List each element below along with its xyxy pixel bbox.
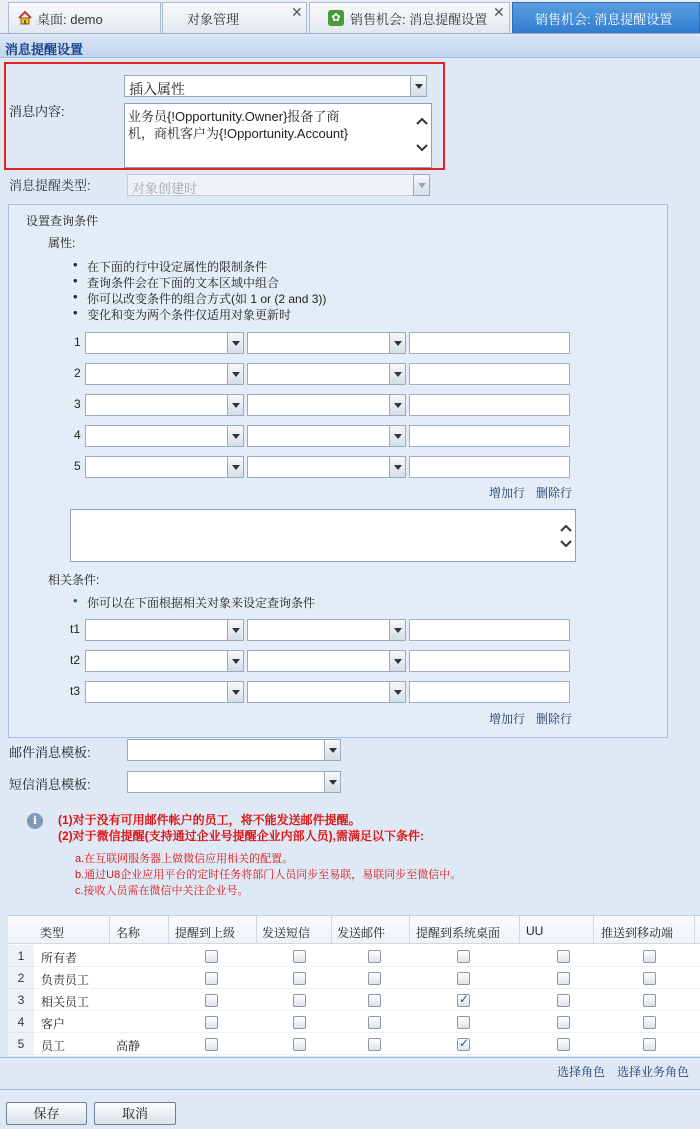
condition-row-number: 5 [74, 459, 81, 473]
tip-text: • 变化和变为两个条件仅适用对象更新时 [87, 306, 291, 323]
chevron-down-icon[interactable] [227, 456, 244, 478]
note-line: (2)对于微信提醒(支持通过企业号提醒企业内部人员),需满足以下条件: [58, 829, 424, 843]
checkbox[interactable] [457, 1016, 470, 1029]
operator-select[interactable] [247, 681, 406, 703]
chevron-down-icon[interactable] [324, 739, 341, 761]
scroll-arrows[interactable] [559, 523, 573, 552]
field-select[interactable] [85, 332, 244, 354]
operator-select[interactable] [247, 619, 406, 641]
checkbox[interactable] [368, 1038, 381, 1051]
chevron-up-down-icon [415, 116, 429, 156]
chevron-down-icon[interactable] [389, 619, 406, 641]
chevron-down-icon[interactable] [389, 650, 406, 672]
checkbox[interactable] [457, 1038, 470, 1051]
tab-object-management[interactable] [162, 2, 307, 33]
checkbox[interactable] [368, 994, 381, 1007]
select-role-link[interactable]: 选择角色 [557, 1065, 606, 1079]
message-content-label: 消息内容: [9, 104, 65, 119]
reminder-type-value: 对象创建时 [132, 181, 198, 196]
checkbox[interactable] [643, 972, 656, 985]
table-row[interactable] [34, 1011, 700, 1033]
attribute-label: 属性: [48, 236, 76, 250]
row-number: 2 [8, 967, 34, 989]
row-number: 3 [8, 989, 34, 1011]
checkbox[interactable] [293, 1038, 306, 1051]
tab-label: 销售机会: 消息提醒设置 [350, 11, 488, 27]
checkbox[interactable] [643, 1038, 656, 1051]
value-input[interactable] [409, 363, 570, 385]
save-button[interactable]: 保存 [6, 1102, 87, 1125]
note-line: c.接收人员需在微信中关注企业号。 [75, 885, 249, 897]
checkbox[interactable] [557, 1016, 570, 1029]
checkbox[interactable] [205, 1038, 218, 1051]
related-row-number: t3 [70, 684, 81, 698]
checkbox[interactable] [557, 972, 570, 985]
tab-label: 销售机会: 消息提醒设置 [535, 11, 673, 27]
value-input[interactable] [409, 456, 570, 478]
page-title: 消息提醒设置 [0, 36, 700, 58]
checkbox[interactable] [368, 972, 381, 985]
value-input[interactable] [409, 619, 570, 641]
chevron-down-icon[interactable] [227, 650, 244, 672]
chevron-down-icon[interactable] [389, 332, 406, 354]
tip-text: • 在下面的行中设定属性的限制条件 [87, 258, 267, 275]
email-template-select[interactable] [127, 739, 341, 761]
checkbox[interactable] [293, 972, 306, 985]
reminder-type-label: 消息提醒类型: [9, 178, 91, 193]
home-icon [17, 10, 33, 26]
table-row[interactable] [34, 989, 700, 1011]
field-select[interactable] [85, 394, 244, 416]
checkbox[interactable] [205, 972, 218, 985]
checkbox[interactable] [457, 994, 470, 1007]
row-number: 1 [8, 945, 34, 967]
value-input[interactable] [409, 681, 570, 703]
column-header: 名称 [116, 926, 141, 940]
column-header: 类型 [40, 926, 65, 940]
chevron-down-icon[interactable] [227, 394, 244, 416]
chevron-down-icon[interactable] [227, 425, 244, 447]
insert-attribute-select[interactable] [124, 75, 427, 97]
delete-row-link[interactable]: 删除行 [536, 486, 573, 500]
column-header: UU [526, 924, 544, 938]
message-content-input[interactable] [124, 103, 432, 168]
field-select[interactable] [85, 363, 244, 385]
field-select[interactable] [85, 425, 244, 447]
insert-attribute-value: 插入属性 [129, 81, 185, 97]
checkbox[interactable] [293, 1016, 306, 1029]
chevron-down-icon[interactable] [389, 681, 406, 703]
checkbox[interactable] [457, 972, 470, 985]
related-tip: • 你可以在下面根据相关对象来设定查询条件 [87, 594, 315, 611]
type-cell: 员工 [41, 1039, 66, 1053]
sms-template-select[interactable] [127, 771, 341, 793]
recipient-table [8, 915, 700, 1056]
checkbox[interactable] [643, 1016, 656, 1029]
field-select[interactable] [85, 650, 244, 672]
message-content-line: 业务员{!Opportunity.Owner}报备了商 [128, 109, 340, 124]
value-input[interactable] [409, 394, 570, 416]
operator-select[interactable] [247, 363, 406, 385]
add-row-link[interactable]: 增加行 [489, 712, 526, 726]
related-row-number: t2 [70, 653, 81, 667]
tip-text: • 你可以改变条件的组合方式(如 1 or (2 and 3)) [87, 290, 326, 307]
chevron-down-icon[interactable] [227, 619, 244, 641]
checkbox[interactable] [557, 1038, 570, 1051]
related-row-number: t1 [70, 622, 81, 636]
type-cell: 相关员工 [41, 995, 90, 1009]
operator-select[interactable] [247, 332, 406, 354]
condition-expression-input[interactable] [70, 509, 576, 562]
checkbox[interactable] [368, 1016, 381, 1029]
operator-select[interactable] [247, 394, 406, 416]
tip-text: • 查询条件会在下面的文本区域中组合 [87, 274, 279, 291]
cancel-button[interactable]: 取消 [94, 1102, 176, 1125]
email-template-label: 邮件消息模板: [9, 745, 91, 760]
condition-row-number: 3 [74, 397, 81, 411]
select-business-role-link[interactable]: 选择业务角色 [617, 1065, 690, 1079]
tab-label: 对象管理 [187, 11, 240, 27]
sms-template-label: 短信消息模板: [9, 777, 91, 792]
chevron-down-icon[interactable] [389, 425, 406, 447]
checkbox[interactable] [205, 950, 218, 963]
row-number: 4 [8, 1011, 34, 1033]
chevron-down-icon[interactable] [389, 363, 406, 385]
field-select[interactable] [85, 619, 244, 641]
close-icon[interactable]: ✕ [493, 4, 505, 20]
checkbox[interactable] [457, 950, 470, 963]
query-legend: 设置查询条件 [26, 214, 99, 228]
tab-desktop[interactable] [8, 2, 161, 33]
checkbox[interactable] [293, 994, 306, 1007]
checkbox[interactable] [205, 994, 218, 1007]
tab-label: 桌面: demo [37, 11, 103, 27]
field-select[interactable] [85, 681, 244, 703]
table-row[interactable] [34, 967, 700, 989]
condition-row-number: 1 [74, 335, 81, 349]
column-header: 发送短信 [262, 926, 311, 940]
tab-strip [0, 0, 700, 34]
value-input[interactable] [409, 332, 570, 354]
chevron-down-icon[interactable] [389, 456, 406, 478]
chevron-down-icon[interactable] [410, 75, 427, 97]
delete-row-link[interactable]: 删除行 [536, 712, 573, 726]
value-input[interactable] [409, 425, 570, 447]
add-row-link[interactable]: 增加行 [489, 486, 526, 500]
operator-select[interactable] [247, 650, 406, 672]
chevron-down-icon[interactable] [227, 332, 244, 354]
operator-select[interactable] [247, 425, 406, 447]
note-line: a.在互联网服务器上做微信应用相关的配置。 [75, 853, 294, 865]
name-cell: 高静 [116, 1039, 141, 1053]
column-header: 推送到移动端 [601, 926, 674, 940]
value-input[interactable] [409, 650, 570, 672]
type-cell: 客户 [41, 1017, 66, 1031]
related-condition-label: 相关条件: [48, 573, 100, 587]
condition-row-number: 4 [74, 428, 81, 442]
chevron-down-icon[interactable] [227, 363, 244, 385]
tab-sales-opportunity-2[interactable] [512, 2, 700, 33]
checkbox[interactable] [293, 950, 306, 963]
note-line: b.通过U8企业应用平台的定时任务将部门人员同步至易联，易联同步至微信中。 [75, 869, 462, 881]
row-number: 5 [8, 1033, 34, 1055]
tab-sales-opportunity-1[interactable] [309, 2, 510, 33]
checkbox[interactable] [643, 994, 656, 1007]
checkbox[interactable] [557, 994, 570, 1007]
chevron-down-icon[interactable] [324, 771, 341, 793]
column-header: 提醒到系统桌面 [416, 926, 501, 940]
column-header: 提醒到上级 [175, 926, 236, 940]
chevron-up-down-icon [559, 523, 573, 549]
chevron-down-icon[interactable] [389, 394, 406, 416]
close-icon[interactable]: ✕ [291, 4, 303, 20]
message-content-line: 机，商机客户为{!Opportunity.Account} [128, 126, 349, 141]
scroll-arrows[interactable] [415, 116, 429, 159]
note-line: (1)对于没有可用邮件帐户的员工，将不能发送邮件提醒。 [58, 813, 361, 827]
table-row[interactable] [34, 945, 700, 967]
reminder-type-select[interactable] [127, 174, 430, 196]
type-cell: 负责员工 [41, 973, 90, 987]
column-header: 发送邮件 [337, 926, 386, 940]
field-select[interactable] [85, 456, 244, 478]
checkbox[interactable] [643, 950, 656, 963]
checkbox[interactable] [557, 950, 570, 963]
chevron-down-icon[interactable] [227, 681, 244, 703]
operator-select[interactable] [247, 456, 406, 478]
chevron-down-icon [413, 174, 430, 196]
checkbox[interactable] [368, 950, 381, 963]
checkbox[interactable] [205, 1016, 218, 1029]
type-cell: 所有者 [41, 951, 78, 965]
info-icon: i [27, 813, 43, 829]
gear-icon: ✿ [328, 10, 344, 26]
condition-row-number: 2 [74, 366, 81, 380]
table-header [8, 916, 700, 944]
